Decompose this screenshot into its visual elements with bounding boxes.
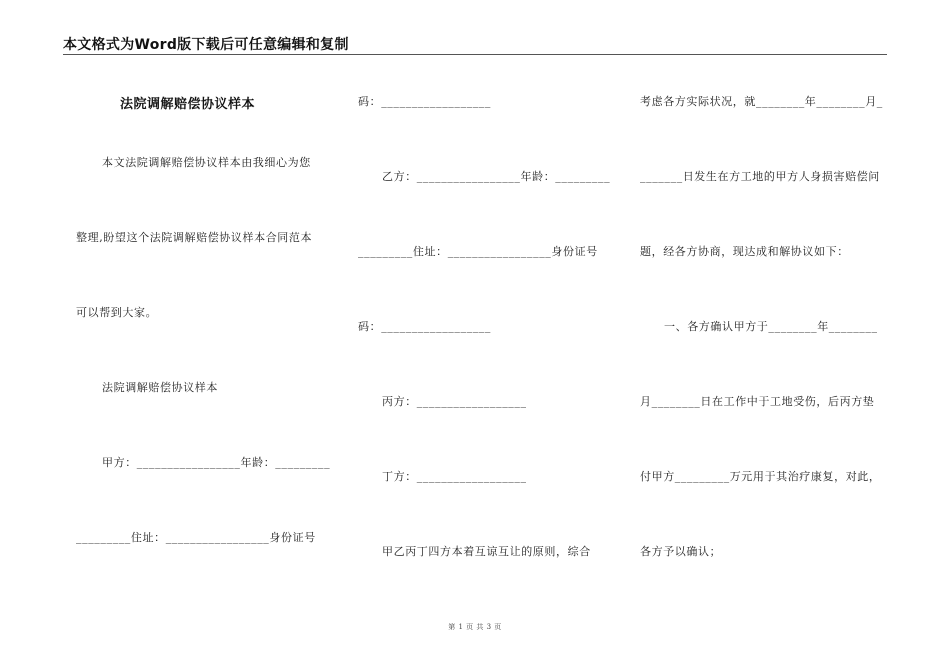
header-title: 本文格式为Word版下载后可任意编辑和复制 (63, 37, 349, 53)
party-b-id-field: 码：__________________ (358, 320, 491, 333)
paragraph-line: 整理,盼望这个法院调解赔偿协议样本合同范本 (76, 231, 313, 244)
party-d-field: 丁方：__________________ (382, 470, 527, 483)
party-b-address-field: _________住址：_________________身份证号 (358, 245, 598, 258)
party-a-id-field: 码：__________________ (358, 95, 491, 108)
paragraph-line: 题，经各方协商，现达成和解协议如下： (640, 245, 849, 258)
document-title: 法院调解赔偿协议样本 (120, 97, 256, 112)
paragraph-line: 考虑各方实际状况，就________年________月_ (640, 95, 883, 108)
clause-line: 一、各方确认甲方于________年________ (664, 320, 878, 333)
party-b-field: 乙方：_________________年龄：_________ (382, 170, 611, 183)
clause-line: 月________日在工作中于工地受伤，后丙方垫 (640, 395, 875, 408)
clause-line: 各方予以确认； (640, 545, 722, 558)
column-3 (640, 0, 900, 620)
column-1 (76, 0, 336, 620)
party-a-address-field: _________住址：_________________身份证号 (76, 531, 316, 544)
paragraph-line: 可以帮到大家。 (76, 306, 158, 319)
paragraph-line: 本文法院调解赔偿协议样本由我细心为您 (102, 156, 311, 169)
clause-line: 付甲方_________万元用于其治疗康复，对此， (640, 470, 881, 483)
paragraph-line: 甲乙丙丁四方本着互谅互让的原则，综合 (382, 545, 591, 558)
section-heading: 法院调解赔偿协议样本 (102, 381, 218, 394)
page-number: 第 1 页 共 3 页 (448, 623, 502, 631)
paragraph-line: _______日发生在方工地的甲方人身损害赔偿问 (640, 170, 880, 183)
party-c-field: 丙方：__________________ (382, 395, 527, 408)
party-a-field: 甲方：_________________年龄：_________ (102, 456, 331, 469)
column-2 (358, 0, 618, 620)
